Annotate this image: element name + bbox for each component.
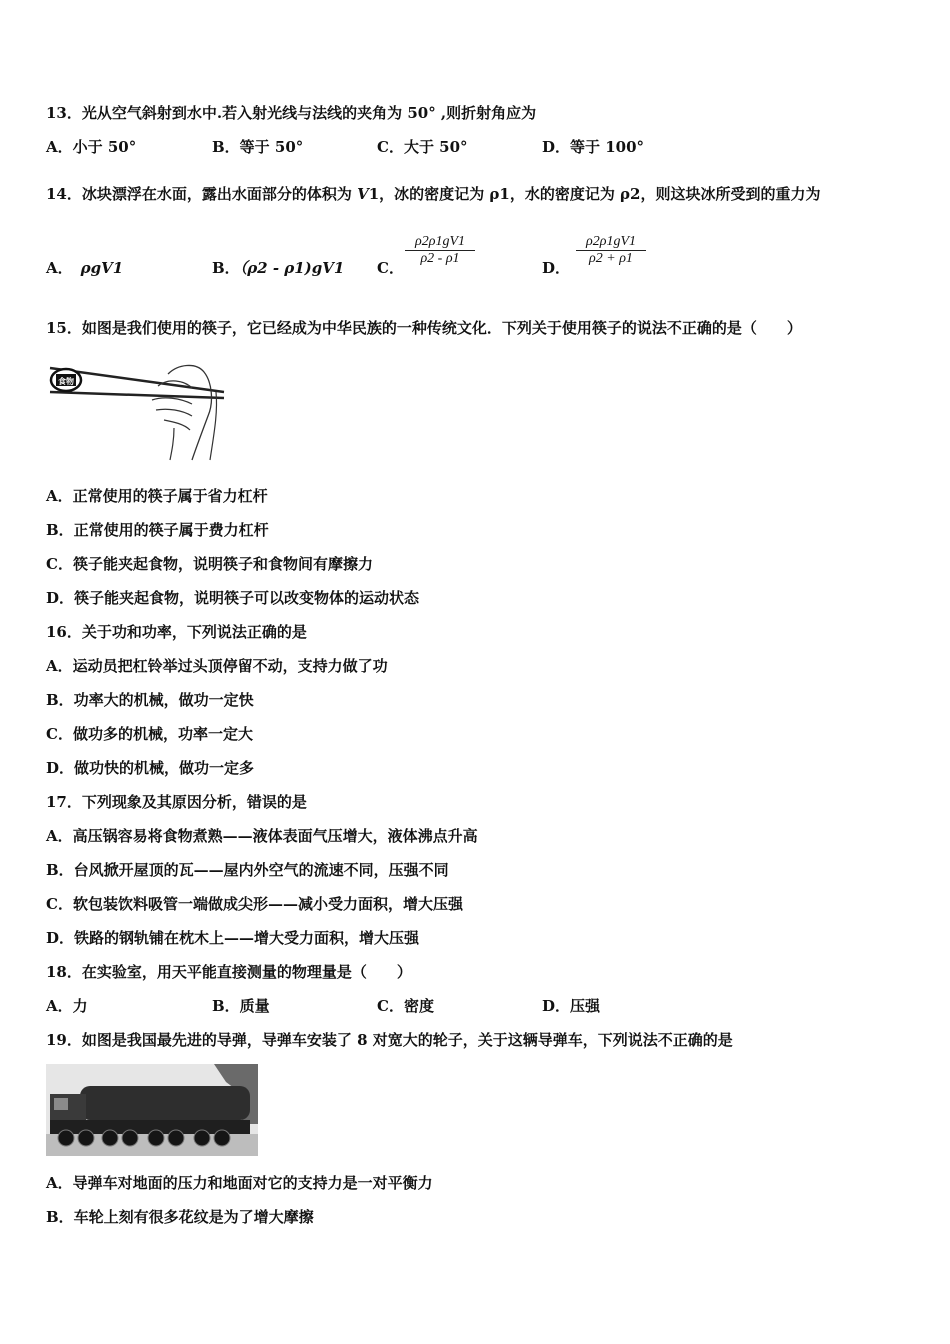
q13-option-b: B．等于 50°: [212, 138, 304, 156]
q16-stem: 16．关于功和功率，下列说法正确的是: [46, 623, 307, 641]
q15-stem: 15．如图是我们使用的筷子，它已经成为中华民族的一种传统文化．下列关于使用筷子的说法不正确的是（ ）: [46, 319, 802, 337]
q14-option-c-fraction: [405, 234, 475, 267]
q14-option-c-numerator: ρ2ρ1gV1: [405, 234, 475, 251]
food-label: 食物: [58, 377, 74, 386]
q14-option-c-label: C．: [377, 259, 404, 277]
q17-option-d: D．铁路的钢轨铺在枕木上——增大受力面积，增大压强: [46, 929, 420, 947]
q16-option-b: B．功率大的机械，做功一定快: [46, 691, 254, 709]
q13-option-d: D．等于 100°: [542, 138, 645, 156]
q17-option-b: B．台风掀开屋顶的瓦——屋内外空气的流速不同，压强不同: [46, 861, 449, 879]
q14-option-b: B．（ρ2 - ρ1)gV1: [212, 259, 345, 277]
q19-option-a: A．导弹车对地面的压力和地面对它的支持力是一对平衡力: [46, 1174, 433, 1192]
q15-option-a: A．正常使用的筷子属于省力杠杆: [46, 487, 268, 505]
q14-option-a: A． ρgV1: [46, 259, 124, 277]
q18-option-a: A．力: [46, 997, 88, 1015]
q14-option-d-denominator: ρ2 + ρ1: [589, 251, 633, 266]
q16-option-a: A．运动员把杠铃举过头顶停留不动，支持力做了功: [46, 657, 388, 675]
chopsticks-figure: [46, 352, 228, 462]
q13-option-c: C．大于 50°: [377, 138, 468, 156]
q19-option-b: B．车轮上刻有很多花纹是为了增大摩擦: [46, 1208, 314, 1226]
missile-vehicle-photo: [46, 1064, 258, 1156]
q15-option-c: C．筷子能夹起食物，说明筷子和食物间有摩擦力: [46, 555, 373, 573]
q18-option-c: C．密度: [377, 997, 434, 1015]
q17-option-c: C．软包装饮料吸管一端做成尖形——减小受力面积，增大压强: [46, 895, 463, 913]
q13-option-a: A．小于 50°: [46, 138, 137, 156]
q17-option-a: A．高压锅容易将食物煮熟——液体表面气压增大，液体沸点升高: [46, 827, 478, 845]
q16-option-c: C．做功多的机械，功率一定大: [46, 725, 253, 743]
q18-option-d: D．压强: [542, 997, 601, 1015]
q15-option-b: B．正常使用的筷子属于费力杠杆: [46, 521, 269, 539]
q14-option-d-numerator: ρ2ρ1gV1: [576, 234, 646, 251]
q18-option-b: B．质量: [212, 997, 270, 1015]
q14-option-d-fraction: [576, 234, 646, 267]
q19-stem: 19．如图是我国最先进的导弹，导弹车安装了 8 对宽大的轮子，关于这辆导弹车，下列说法不正确的是: [46, 1031, 733, 1049]
q14-option-c-denominator: ρ2 - ρ1: [420, 251, 460, 266]
q17-stem: 17．下列现象及其原因分析，错误的是: [46, 793, 307, 811]
q14-option-d-label: D．: [542, 259, 571, 277]
q14-stem: 14．冰块漂浮在水面，露出水面部分的体积为 V1，冰的密度记为 ρ1，水的密度记为 ρ2，则这块冰所受到的重力为: [46, 185, 821, 203]
q18-stem: 18．在实验室，用天平能直接测量的物理量是（ ）: [46, 963, 412, 981]
q16-option-d: D．做功快的机械，做功一定多: [46, 759, 255, 777]
q13-stem: 13．光从空气斜射到水中.若入射光线与法线的夹角为 50° ,则折射角应为: [46, 104, 537, 122]
q15-option-d: D．筷子能夹起食物，说明筷子可以改变物体的运动状态: [46, 589, 420, 607]
